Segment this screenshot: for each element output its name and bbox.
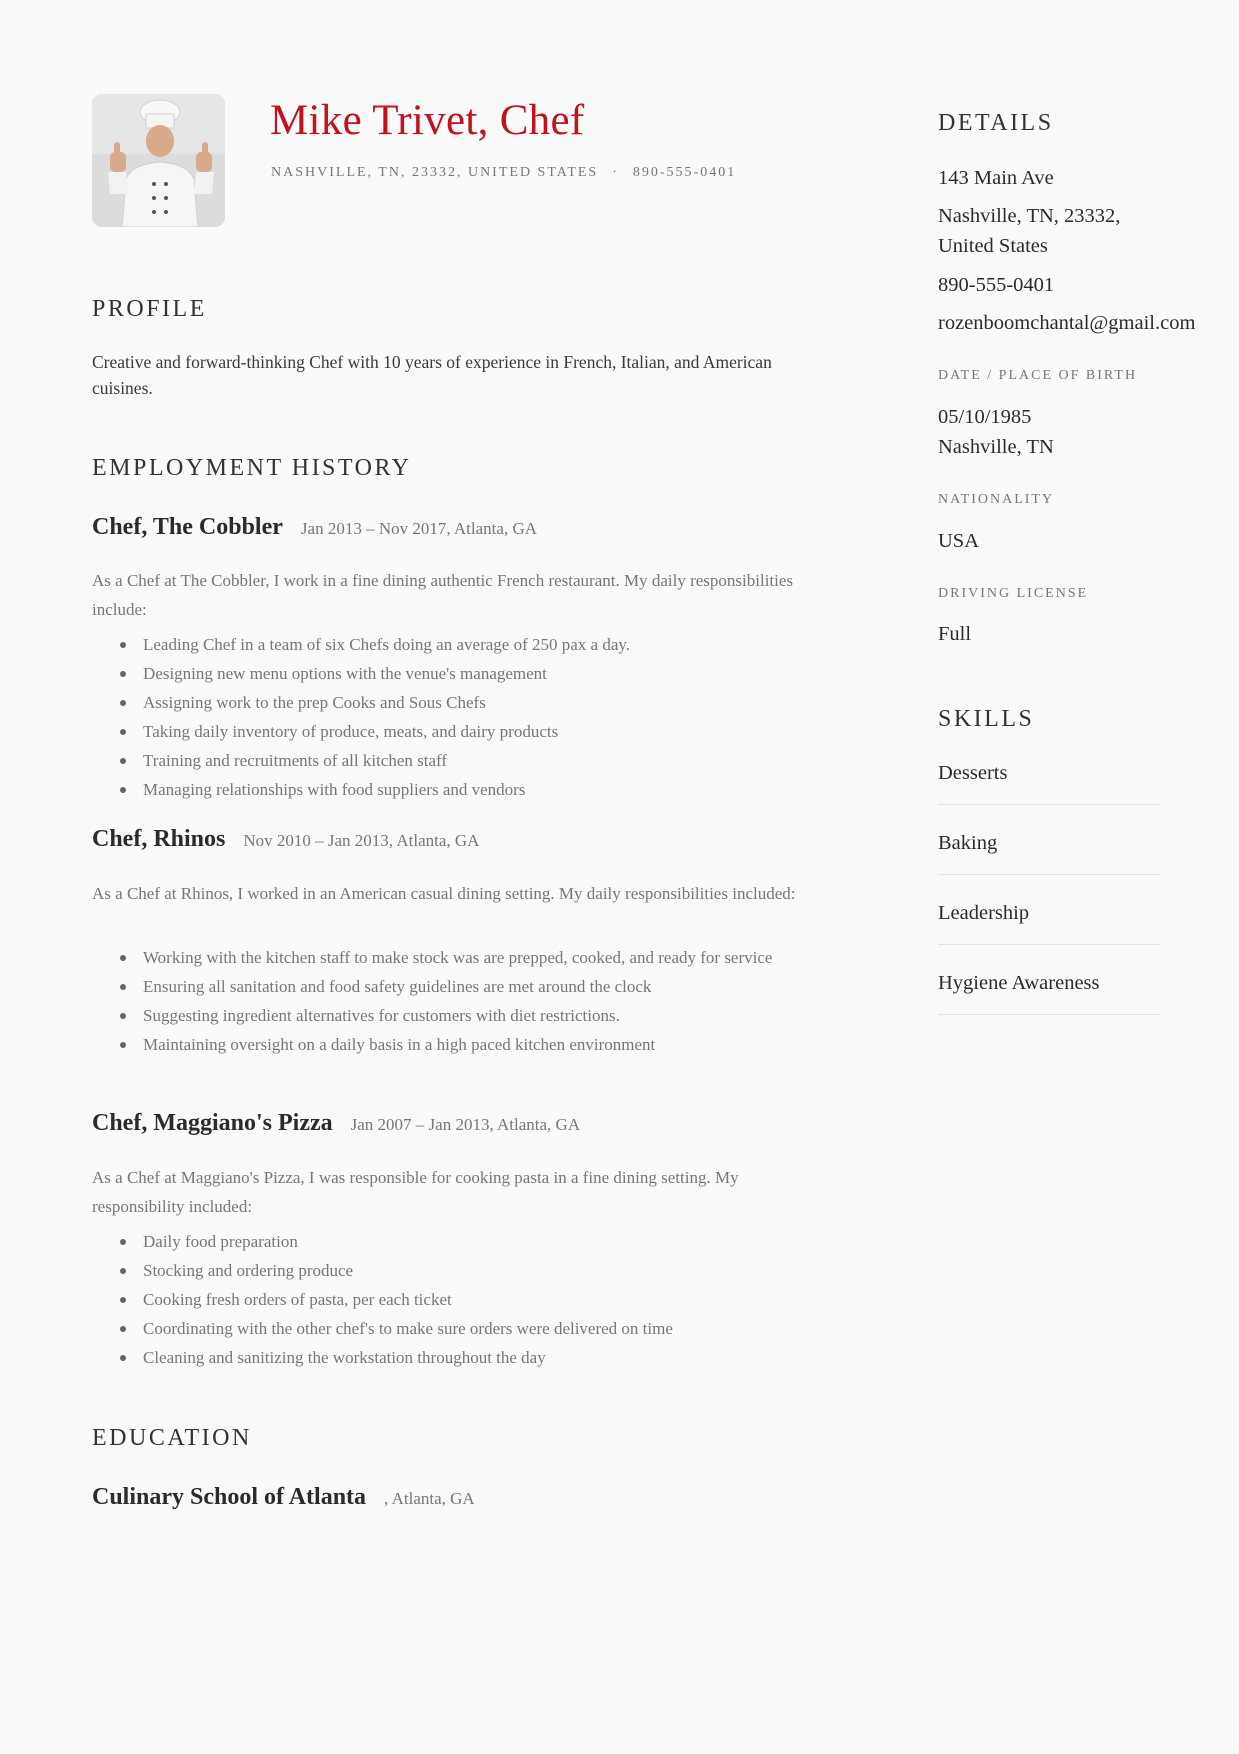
job-dates-location: Nov 2010 – Jan 2013, Atlanta, GA	[243, 831, 480, 850]
list-item: Suggesting ingredient alternatives for customers with diet restrictions.	[92, 1001, 812, 1030]
nationality-value: USA	[938, 530, 980, 552]
list-item: Working with the kitchen staff to make stock was are prepped, cooked, and ready for service	[92, 943, 812, 972]
job-dates-location: Jan 2007 – Jan 2013, Atlanta, GA	[350, 1115, 581, 1134]
list-item: Cooking fresh orders of pasta, per each ticket	[92, 1285, 812, 1314]
details-country: United States	[938, 235, 1048, 257]
job-title: Chef, Rhinos	[92, 826, 226, 852]
job-title: Chef, Maggiano's Pizza	[92, 1110, 333, 1136]
list-item: Training and recruitments of all kitchen staff	[92, 746, 812, 775]
list-item: Designing new menu options with the venue's management	[92, 659, 812, 688]
candidate-name: Mike Trivet, Chef	[270, 97, 585, 144]
skill-item: Hygiene Awareness	[938, 968, 1160, 1015]
skills-heading: SKILLS	[938, 706, 1035, 732]
list-item: Daily food preparation	[92, 1227, 812, 1256]
school-location: , Atlanta, GA	[384, 1489, 475, 1508]
job-dates-location: Jan 2013 – Nov 2017, Atlanta, GA	[300, 519, 537, 538]
chef-portrait-image	[92, 94, 225, 227]
job-title: Chef, The Cobbler	[92, 514, 283, 540]
job-description: As a Chef at Maggiano's Pizza, I was responsible for cooking pasta in a fine dining setting. My responsibility included:	[92, 1168, 739, 1216]
list-item: Taking daily inventory of produce, meats, and dairy products	[92, 717, 812, 746]
license-label: DRIVING LICENSE	[938, 586, 1089, 601]
license-value: Full	[938, 623, 972, 645]
birth-date: 05/10/1985	[938, 406, 1032, 428]
birth-place: Nashville, TN	[938, 436, 1054, 458]
list-item: Ensuring all sanitation and food safety guidelines are met around the clock	[92, 972, 812, 1001]
education-entry	[92, 1484, 475, 1511]
nationality-label: NATIONALITY	[938, 492, 1055, 507]
header-phone: 890-555-0401	[632, 165, 737, 180]
details-email: rozenboomchantal@gmail.com	[938, 312, 1196, 334]
skill-item: Leadership	[938, 898, 1160, 945]
job-header	[92, 514, 537, 541]
skill-item: Baking	[938, 828, 1160, 875]
profile-photo	[92, 94, 225, 227]
list-item: Coordinating with the other chef's to make sure orders were delivered on time	[92, 1314, 812, 1343]
header-separator: ·	[612, 165, 619, 180]
skill-item: Desserts	[938, 758, 1160, 805]
education-heading: EDUCATION	[92, 1425, 252, 1451]
job-responsibilities	[92, 630, 812, 804]
list-item: Leading Chef in a team of six Chefs doing an average of 250 pax a day.	[92, 630, 812, 659]
header-contact-line	[271, 165, 736, 181]
employment-heading: EMPLOYMENT HISTORY	[92, 455, 412, 481]
list-item: Managing relationships with food suppliers and vendors	[92, 775, 812, 804]
job-header	[92, 826, 479, 853]
details-phone: 890-555-0401	[938, 274, 1055, 296]
profile-text: Creative and forward-thinking Chef with 10 years of experience in French, Italian, and American cuisines.	[92, 352, 772, 398]
details-heading: DETAILS	[938, 110, 1054, 136]
list-item: Assigning work to the prep Cooks and Sous Chefs	[92, 688, 812, 717]
job-responsibilities	[92, 943, 812, 1059]
details-street: 143 Main Ave	[938, 167, 1054, 189]
job-responsibilities	[92, 1227, 812, 1372]
header-location: NASHVILLE, TN, 23332, UNITED STATES	[271, 165, 599, 180]
job-description: As a Chef at The Cobbler, I work in a fine dining authentic French restaurant. My daily responsibilities include:	[92, 571, 794, 619]
list-item: Cleaning and sanitizing the workstation throughout the day	[92, 1343, 812, 1372]
list-item: Stocking and ordering produce	[92, 1256, 812, 1285]
birth-label: DATE / PLACE OF BIRTH	[938, 368, 1138, 383]
details-city: Nashville, TN, 23332,	[938, 205, 1121, 227]
list-item: Maintaining oversight on a daily basis in a high paced kitchen environment	[92, 1030, 812, 1059]
school-name: Culinary School of Atlanta	[92, 1484, 367, 1510]
profile-heading: PROFILE	[92, 296, 207, 322]
job-header	[92, 1110, 580, 1137]
job-description: As a Chef at Rhinos, I worked in an American casual dining setting. My daily responsibilities included:	[92, 884, 796, 903]
